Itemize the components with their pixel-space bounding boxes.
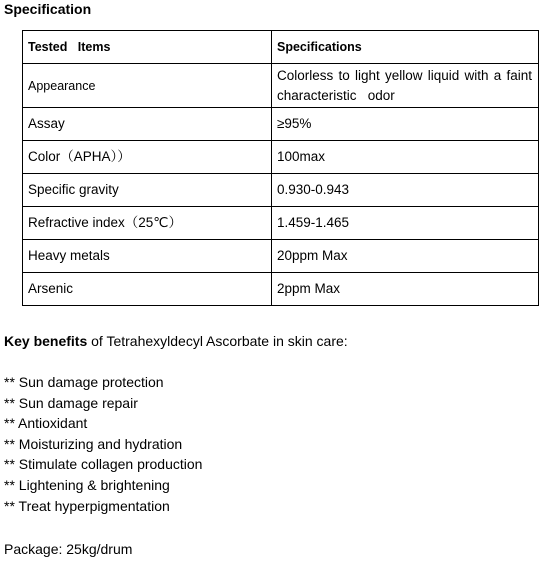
list-item: ** Sun damage protection (4, 374, 164, 390)
benefits-list (4, 372, 202, 516)
table-row (23, 108, 539, 141)
row-spec-refractive-index: 1.459-1.465 (272, 207, 539, 240)
row-item-heavy-metals: Heavy metals (23, 240, 272, 273)
row-spec-specific-gravity: 0.930-0.943 (272, 174, 539, 207)
row-spec-appearance: Colorless to light yellow liquid with a faint characteristic odor (272, 64, 539, 108)
header-specifications: Specifications (272, 31, 539, 64)
table-row (23, 240, 539, 273)
list-item: ** Moisturizing and hydration (4, 435, 183, 452)
key-benefits-label: Key benefits (4, 333, 88, 349)
row-item-assay: Assay (23, 108, 272, 141)
key-benefits-intro: of Tetrahexyldecyl Ascorbate in skin care: (87, 333, 348, 349)
table-row (23, 141, 539, 174)
key-benefits-heading (4, 331, 348, 351)
row-item-refractive-index: Refractive index（25℃） (23, 207, 272, 240)
table-row (23, 273, 539, 306)
row-spec-assay: ≥95% (272, 108, 539, 141)
package-info: Package: 25kg/drum (4, 541, 133, 557)
row-item-appearance: Appearance (23, 64, 272, 108)
table-row (23, 207, 539, 240)
row-item-specific-gravity: Specific gravity (23, 174, 272, 207)
table-row (23, 64, 539, 108)
list-item: ** Stimulate collagen production (4, 456, 203, 473)
list-item: ** Antioxidant (4, 415, 88, 432)
header-tested-items: Tested Items (23, 31, 272, 64)
list-item: ** Treat hyperpigmentation (4, 497, 170, 514)
specification-table (22, 30, 539, 306)
section-title: Specification (4, 1, 92, 17)
table-header-row (23, 31, 539, 64)
row-item-color: Color（APHA）） (23, 141, 272, 174)
row-spec-color: 100max (272, 141, 539, 174)
row-item-arsenic: Arsenic (23, 273, 272, 306)
row-spec-heavy-metals: 20ppm Max (272, 240, 539, 273)
table-row (23, 174, 539, 207)
list-item: ** Lightening & brightening (4, 476, 170, 493)
list-item: ** Sun damage repair (4, 394, 138, 411)
row-spec-arsenic: 2ppm Max (272, 273, 539, 306)
